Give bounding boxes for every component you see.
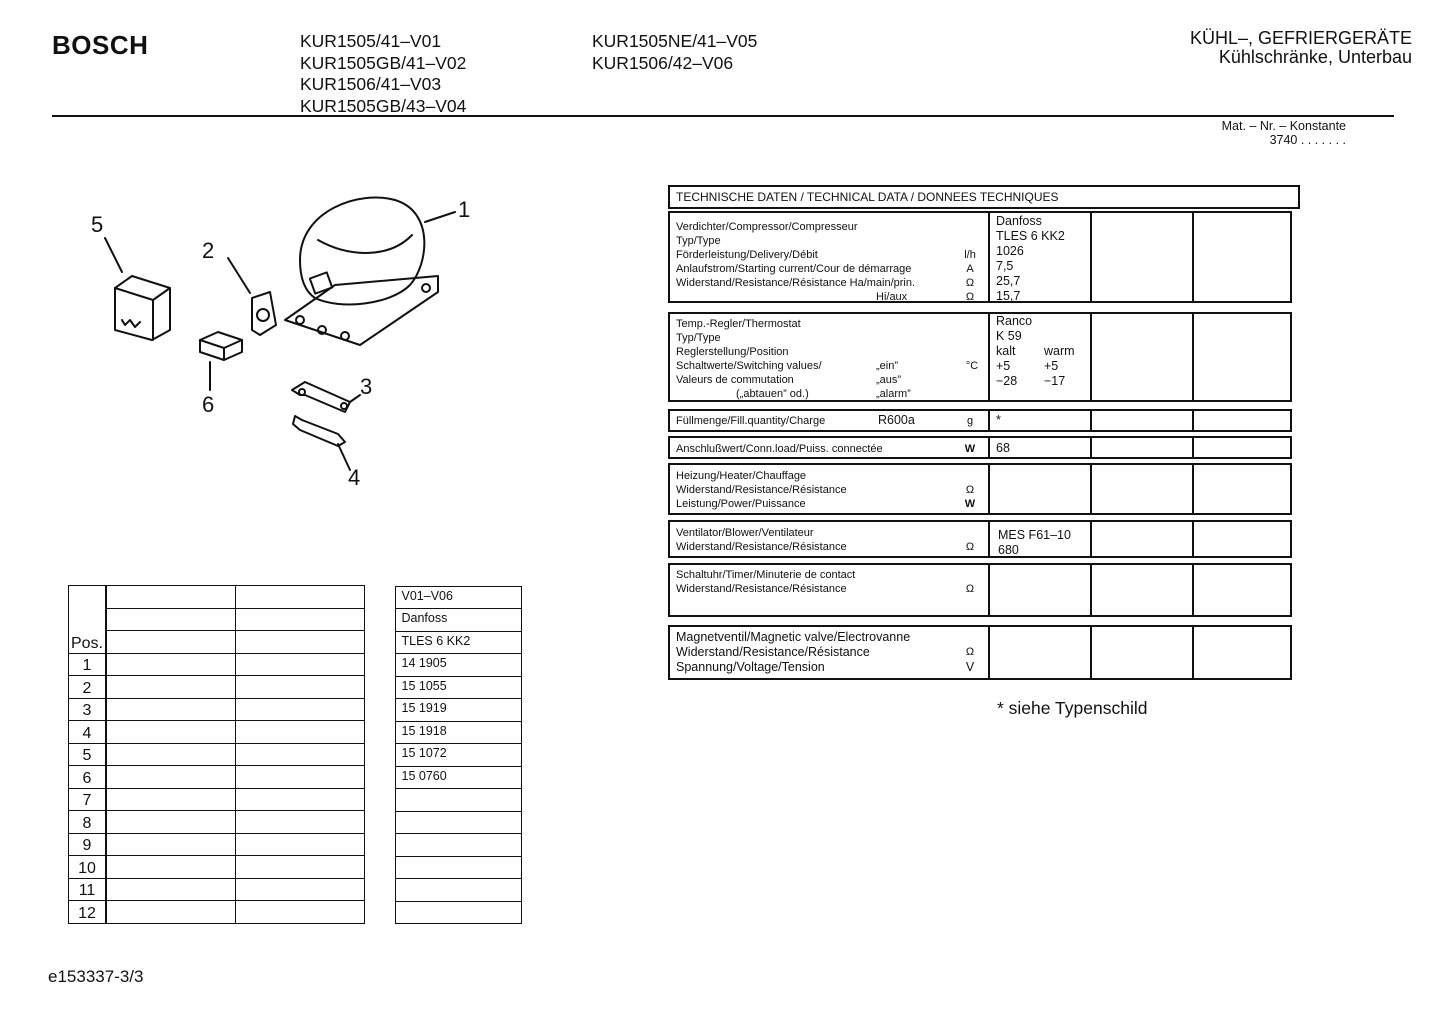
pos-cell: 8 bbox=[69, 811, 106, 834]
label: Widerstand/Resistance/Résistance bbox=[676, 541, 847, 553]
label: Ventilator/Blower/Ventilateur bbox=[676, 527, 814, 539]
callout-1: 1 bbox=[458, 197, 471, 222]
callout-3: 3 bbox=[360, 374, 373, 399]
value: * bbox=[996, 413, 1001, 427]
value: 25,7 bbox=[996, 274, 1021, 288]
part-number-cell: 15 1918 bbox=[395, 721, 522, 745]
unit: °C bbox=[965, 360, 979, 372]
unit: l/h bbox=[964, 249, 976, 261]
unit: V bbox=[965, 660, 975, 674]
part-number-cell bbox=[395, 833, 522, 857]
unit: g bbox=[966, 415, 974, 427]
pos-cell: 9 bbox=[69, 833, 106, 856]
state: „aus” bbox=[876, 374, 902, 386]
callout-4: 4 bbox=[348, 465, 361, 490]
table-row bbox=[69, 811, 365, 834]
unit: W bbox=[964, 498, 976, 510]
table-row bbox=[69, 653, 365, 676]
footnote: * siehe Typenschild bbox=[997, 698, 1148, 718]
category-title bbox=[1190, 29, 1412, 67]
model-list-2 bbox=[592, 31, 757, 74]
part-number-cell: 15 0760 bbox=[395, 766, 522, 790]
label: Verdichter/Compressor/Compresseur bbox=[676, 221, 858, 233]
starter-relay bbox=[252, 292, 276, 335]
table-row bbox=[69, 766, 365, 789]
value: 7,5 bbox=[996, 259, 1014, 273]
label: Hi/aux bbox=[876, 291, 908, 303]
label: Temp.-Regler/Thermostat bbox=[676, 318, 801, 330]
protector-cover bbox=[115, 276, 170, 340]
table-row bbox=[69, 833, 365, 856]
value: 15,7 bbox=[996, 289, 1021, 303]
empty-cell bbox=[107, 608, 236, 631]
table-row bbox=[69, 856, 365, 879]
empty-cell bbox=[236, 901, 365, 924]
empty-cell bbox=[107, 698, 236, 721]
label: Reglerstellung/Position bbox=[676, 346, 789, 358]
empty-cell bbox=[236, 586, 365, 609]
unit: Ω bbox=[965, 646, 975, 658]
model-number: KUR1505GB/41–V02 bbox=[300, 52, 467, 73]
value: −28 bbox=[996, 374, 1018, 388]
callout-5: 5 bbox=[91, 212, 104, 237]
label: Schaltuhr/Timer/Minuterie de contact bbox=[676, 569, 856, 581]
parts-table bbox=[68, 585, 471, 924]
compressor-exploded-drawing bbox=[60, 180, 500, 500]
table-row bbox=[69, 676, 365, 699]
empty-cell bbox=[236, 721, 365, 744]
unit: Ω bbox=[965, 277, 975, 289]
pos-cell: 10 bbox=[69, 856, 106, 879]
empty-cell bbox=[107, 901, 236, 924]
empty-cell bbox=[107, 721, 236, 744]
refrigerant: R600a bbox=[878, 413, 915, 427]
table-row bbox=[69, 721, 365, 744]
empty-cell bbox=[236, 811, 365, 834]
model-number: KUR1505/41–V01 bbox=[300, 31, 442, 51]
unit: Ω bbox=[965, 291, 975, 303]
tech-data-title: TECHNISCHE DATEN / TECHNICAL DATA / DONNEES TECHNIQUES bbox=[668, 185, 1300, 209]
mounting-clip bbox=[293, 416, 345, 446]
table-row bbox=[69, 698, 365, 721]
empty-cell bbox=[236, 856, 365, 879]
material-constant bbox=[1222, 119, 1346, 147]
label: Leistung/Power/Puissance bbox=[676, 498, 806, 510]
label: („abtauen” od.) bbox=[736, 388, 809, 400]
value: warm bbox=[1044, 344, 1075, 358]
pos-cell: 6 bbox=[69, 766, 106, 789]
empty-cell bbox=[107, 788, 236, 811]
empty-cell bbox=[107, 743, 236, 766]
label: Widerstand/Resistance/Résistance Ha/main/prin. bbox=[676, 277, 916, 289]
compressor-block bbox=[668, 211, 1292, 303]
part-number-cell bbox=[395, 856, 522, 880]
blower-block bbox=[668, 520, 1292, 558]
value: 680 bbox=[998, 543, 1019, 557]
empty-cell bbox=[236, 766, 365, 789]
model-number: KUR1506/41–V03 bbox=[300, 74, 442, 94]
empty-cell bbox=[107, 833, 236, 856]
header-divider bbox=[52, 115, 1394, 117]
label: Heizung/Heater/Chauffage bbox=[676, 470, 807, 482]
pos-cell: 7 bbox=[69, 788, 106, 811]
empty-cell bbox=[236, 833, 365, 856]
base-plate bbox=[285, 276, 438, 345]
model-number: KUR1505GB/43–V04 bbox=[300, 95, 467, 116]
empty-cell bbox=[236, 698, 365, 721]
label: Typ/Type bbox=[676, 332, 721, 344]
empty-cell bbox=[236, 788, 365, 811]
callout-6: 6 bbox=[202, 392, 215, 417]
category-line-2: Kühlschränke, Unterbau bbox=[1218, 47, 1412, 67]
value: +5 bbox=[1044, 359, 1059, 373]
connected-load-block bbox=[668, 436, 1292, 459]
empty-cell bbox=[107, 653, 236, 676]
callout-2: 2 bbox=[202, 238, 215, 263]
pos-cell: 12 bbox=[69, 901, 106, 924]
empty-cell bbox=[236, 608, 365, 631]
label: Magnetventil/Magnetic valve/Electrovanne bbox=[676, 630, 911, 644]
table-row bbox=[69, 788, 365, 811]
empty-cell bbox=[236, 743, 365, 766]
header-cell: TLES 6 KK2 bbox=[395, 631, 522, 655]
part-number-cell: 15 1919 bbox=[395, 698, 522, 722]
label: Füllmenge/Fill.quantity/Charge bbox=[676, 415, 826, 427]
unit: Ω bbox=[965, 541, 975, 553]
label: Widerstand/Resistance/Résistance bbox=[676, 484, 847, 496]
label: Förderleistung/Delivery/Débit bbox=[676, 249, 818, 261]
empty-cell bbox=[236, 631, 365, 654]
part-number-cell bbox=[395, 811, 522, 835]
empty-cell bbox=[107, 878, 236, 901]
empty-cell bbox=[107, 676, 236, 699]
value: Danfoss bbox=[996, 214, 1042, 228]
header-cell: Danfoss bbox=[395, 608, 522, 632]
label: Spannung/Voltage/Tension bbox=[676, 660, 825, 674]
label: Valeurs de commutation bbox=[676, 374, 794, 386]
pos-header: Pos. bbox=[69, 586, 106, 654]
value: 68 bbox=[996, 441, 1010, 455]
pos-cell: 4 bbox=[69, 721, 106, 744]
value: K 59 bbox=[996, 329, 1022, 343]
thermostat-block bbox=[668, 312, 1292, 402]
model-number: KUR1506/42–V06 bbox=[592, 52, 734, 73]
table-row bbox=[69, 878, 365, 901]
part-number-cell bbox=[395, 878, 522, 902]
value: −17 bbox=[1044, 374, 1066, 388]
header-cell: V01–V06 bbox=[395, 586, 522, 610]
empty-cell bbox=[107, 856, 236, 879]
value: TLES 6 KK2 bbox=[996, 229, 1065, 243]
part-number-cell: 15 1055 bbox=[395, 676, 522, 700]
unit: A bbox=[966, 263, 974, 275]
valve-block bbox=[668, 625, 1292, 680]
value: +5 bbox=[996, 359, 1011, 373]
unit: Ω bbox=[965, 484, 975, 496]
value: Ranco bbox=[996, 314, 1033, 328]
category-line-1: KÜHL–, GEFRIERGERÄTE bbox=[1189, 28, 1412, 48]
empty-cell bbox=[236, 676, 365, 699]
unit: W bbox=[964, 443, 976, 455]
charge-block bbox=[668, 409, 1292, 432]
document-id: e153337-3/3 bbox=[48, 967, 144, 986]
part-number-cell bbox=[395, 901, 522, 925]
empty-cell bbox=[236, 878, 365, 901]
state: „ein” bbox=[876, 360, 899, 372]
label: Schaltwerte/Switching values/ bbox=[676, 360, 822, 372]
value: MES F61–10 bbox=[998, 528, 1071, 542]
empty-cell bbox=[107, 811, 236, 834]
label: Widerstand/Resistance/Résistance bbox=[676, 645, 870, 659]
label: Widerstand/Resistance/Résistance bbox=[676, 583, 847, 595]
pos-cell: 3 bbox=[69, 698, 106, 721]
empty-cell bbox=[107, 766, 236, 789]
empty-cell bbox=[236, 653, 365, 676]
model-list-1 bbox=[300, 31, 466, 117]
pos-cell: 1 bbox=[69, 653, 106, 676]
state: „alarm” bbox=[876, 388, 911, 400]
empty-cell bbox=[107, 586, 236, 609]
heater-block bbox=[668, 463, 1292, 515]
value: kalt bbox=[996, 344, 1016, 358]
label: Anschlußwert/Conn.load/Puiss. connectée bbox=[676, 443, 883, 455]
mat-value: 3740 . . . . . . . bbox=[1269, 133, 1346, 147]
brand-logo: BOSCH bbox=[52, 30, 149, 60]
label: Typ/Type bbox=[676, 235, 721, 247]
unit: Ω bbox=[965, 583, 975, 595]
model-number: KUR1505NE/41–V05 bbox=[592, 31, 758, 51]
value: 1026 bbox=[996, 244, 1024, 258]
pos-cell: 11 bbox=[69, 878, 106, 901]
label: Anlaufstrom/Starting current/Cour de démarrage bbox=[676, 263, 912, 275]
pos-cell: 5 bbox=[69, 743, 106, 766]
part-number-cell: 14 1905 bbox=[395, 653, 522, 677]
empty-cell bbox=[107, 631, 236, 654]
part-number-cell bbox=[395, 788, 522, 812]
table-row bbox=[69, 901, 365, 924]
mat-label: Mat. – Nr. – Konstante bbox=[1221, 119, 1346, 133]
pos-cell: 2 bbox=[69, 676, 106, 699]
timer-block bbox=[668, 563, 1292, 617]
compressor-dome bbox=[300, 198, 424, 305]
part-number-cell: 15 1072 bbox=[395, 743, 522, 767]
table-row bbox=[69, 743, 365, 766]
